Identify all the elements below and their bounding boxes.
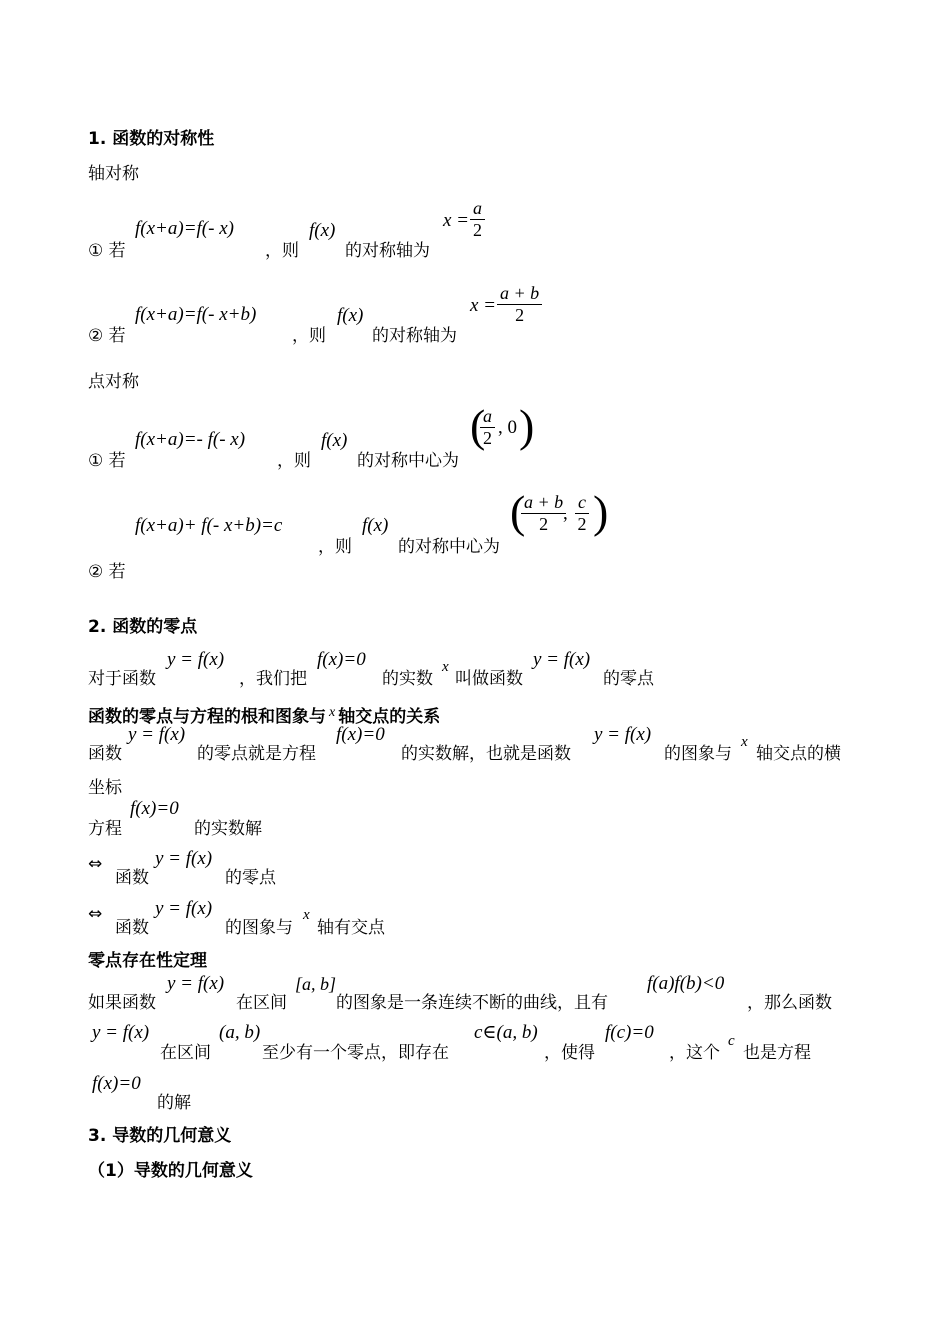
eq1-p1: 方程	[88, 819, 122, 839]
eq1-m1: f(x)=0	[130, 798, 179, 819]
eq2-m1: y = f(x)	[155, 848, 213, 869]
axis-case2-num: a + b	[497, 283, 542, 305]
rel-p3: 的实数解，也就是函数	[401, 744, 571, 764]
thm-p8: ，这个	[669, 1043, 720, 1063]
thm-p7: ，使得	[544, 1043, 595, 1063]
thm-p5: 在区间	[160, 1043, 211, 1063]
axis-case2-fraction	[497, 283, 542, 326]
relation-title-x: x	[329, 705, 336, 720]
def-p4: 叫做函数	[455, 669, 523, 689]
point-case2-condition: f(x+a)+ f(- x+b)=c	[135, 515, 283, 536]
def-p5: 的零点	[603, 669, 654, 689]
point-case1-den: 2	[483, 428, 492, 448]
thm-p4: ，那么函数	[747, 993, 832, 1013]
thm-m9: f(x)=0	[92, 1073, 141, 1094]
thm-m2: [a, b]	[295, 974, 337, 994]
point-case2-tail: 的对称中心为	[398, 537, 500, 557]
def-m4: y = f(x)	[533, 649, 591, 670]
thm-m5: (a, b)	[219, 1022, 261, 1043]
axis-case2-tail: 的对称轴为	[372, 326, 457, 346]
section-1-heading: 1. 函数的对称性	[88, 129, 215, 149]
thm-p6: 至少有一个零点，即存在	[262, 1043, 449, 1063]
thm-m8: c	[728, 1033, 735, 1049]
relation-title-b: 轴交点的关系	[338, 707, 441, 727]
section-2-heading: 2. 函数的零点	[88, 617, 198, 637]
eq2-arrow: ⇔	[88, 854, 103, 874]
point-case2-left-paren: (	[510, 486, 526, 537]
eq3-arrow: ⇔	[88, 904, 103, 924]
point-case1-fx: f(x)	[321, 430, 348, 451]
eq3-p1: 函数	[115, 918, 149, 938]
point-case1-right-paren: )	[519, 400, 535, 451]
point-case2-right-paren: )	[593, 486, 609, 537]
point-case1-tail: 的对称中心为	[357, 451, 459, 471]
rel-m4: x	[741, 734, 748, 750]
relation-title-a: 函数的零点与方程的根和图象与	[88, 707, 326, 727]
rel-p5: 轴交点的横	[756, 744, 841, 764]
point-case1-left-paren: (	[470, 400, 486, 451]
thm-p9: 也是方程	[743, 1043, 811, 1063]
axis-symmetry-title: 轴对称	[88, 164, 139, 184]
eq3-m1: y = f(x)	[155, 898, 213, 919]
point-case2-fraction-2	[575, 492, 589, 535]
thm-m4: y = f(x)	[92, 1022, 150, 1043]
eq3-p2: 的图象与	[225, 918, 293, 938]
point-case1-fraction	[480, 406, 495, 449]
thm-p10: 的解	[157, 1093, 191, 1113]
thm-m1: y = f(x)	[167, 973, 225, 994]
point-case2-num1: a + b	[521, 492, 566, 514]
axis-case1-fx: f(x)	[309, 220, 336, 241]
eq1-p2: 的实数解	[194, 819, 262, 839]
section-3-heading: 3. 导数的几何意义	[88, 1126, 232, 1146]
thm-m7: f(c)=0	[605, 1022, 654, 1043]
eq3-m2: x	[303, 907, 310, 923]
point-case2-then: ，则	[318, 537, 352, 557]
def-m1: y = f(x)	[167, 649, 225, 670]
axis-case2-den: 2	[515, 305, 525, 325]
point-case2-comma: ,	[563, 503, 568, 524]
eq3-p3: 轴有交点	[317, 918, 385, 938]
def-p2: ，我们把	[239, 669, 307, 689]
point-case1-num: a	[480, 406, 495, 428]
axis-case2-marker: ② 若	[88, 326, 126, 346]
point-case2-marker: ② 若	[88, 562, 126, 582]
axis-case1-num: a	[470, 198, 485, 220]
axis-case2-condition: f(x+a)=f(- x+b)	[135, 304, 257, 325]
rel-p1: 函数	[88, 744, 122, 764]
axis-case1-condition: f(x+a)=f(- x)	[135, 218, 234, 239]
axis-case1-marker: ① 若	[88, 241, 126, 261]
rel-p4: 的图象与	[664, 744, 732, 764]
point-case2-fraction-1	[521, 492, 566, 535]
def-m3: x	[442, 659, 449, 675]
axis-case2-then: ，则	[292, 326, 326, 346]
def-p1: 对于函数	[88, 669, 156, 689]
def-m2: f(x)=0	[317, 649, 366, 670]
point-symmetry-title: 点对称	[88, 372, 139, 392]
axis-case1-den: 2	[473, 220, 482, 240]
point-case2-num2: c	[575, 492, 589, 514]
rel-m3: y = f(x)	[594, 724, 652, 745]
rel-p2: 的零点就是方程	[197, 744, 316, 764]
point-case1-condition: f(x+a)=- f(- x)	[135, 429, 246, 450]
eq2-p1: 函数	[115, 868, 149, 888]
rel-m1: y = f(x)	[128, 724, 186, 745]
axis-case2-lhs: x =	[470, 295, 497, 316]
section-3-subheading: （1）导数的几何意义	[88, 1161, 253, 1181]
axis-case2-fx: f(x)	[337, 305, 364, 326]
thm-p2: 在区间	[236, 993, 287, 1013]
thm-p3: 的图象是一条连续不断的曲线，且有	[336, 993, 608, 1013]
def-p3: 的实数	[382, 669, 433, 689]
axis-case1-tail: 的对称轴为	[345, 241, 430, 261]
point-case2-den2: 2	[577, 514, 587, 534]
thm-m3: f(a)f(b)<0	[647, 973, 725, 994]
eq2-p2: 的零点	[225, 868, 276, 888]
point-case2-fx: f(x)	[362, 515, 389, 536]
axis-case1-fraction	[470, 198, 485, 241]
point-case1-rest: , 0	[498, 417, 517, 438]
theorem-title: 零点存在性定理	[88, 951, 207, 971]
thm-m6: c∈(a, b)	[474, 1022, 538, 1043]
axis-case1-then: ，则	[265, 241, 299, 261]
thm-p1: 如果函数	[88, 993, 156, 1013]
point-case2-den1: 2	[539, 514, 549, 534]
rel-p6: 坐标	[88, 778, 122, 798]
point-case1-marker: ① 若	[88, 451, 126, 471]
axis-case1-lhs: x =	[443, 210, 470, 231]
point-case1-then: ，则	[277, 451, 311, 471]
rel-m2: f(x)=0	[336, 724, 385, 745]
